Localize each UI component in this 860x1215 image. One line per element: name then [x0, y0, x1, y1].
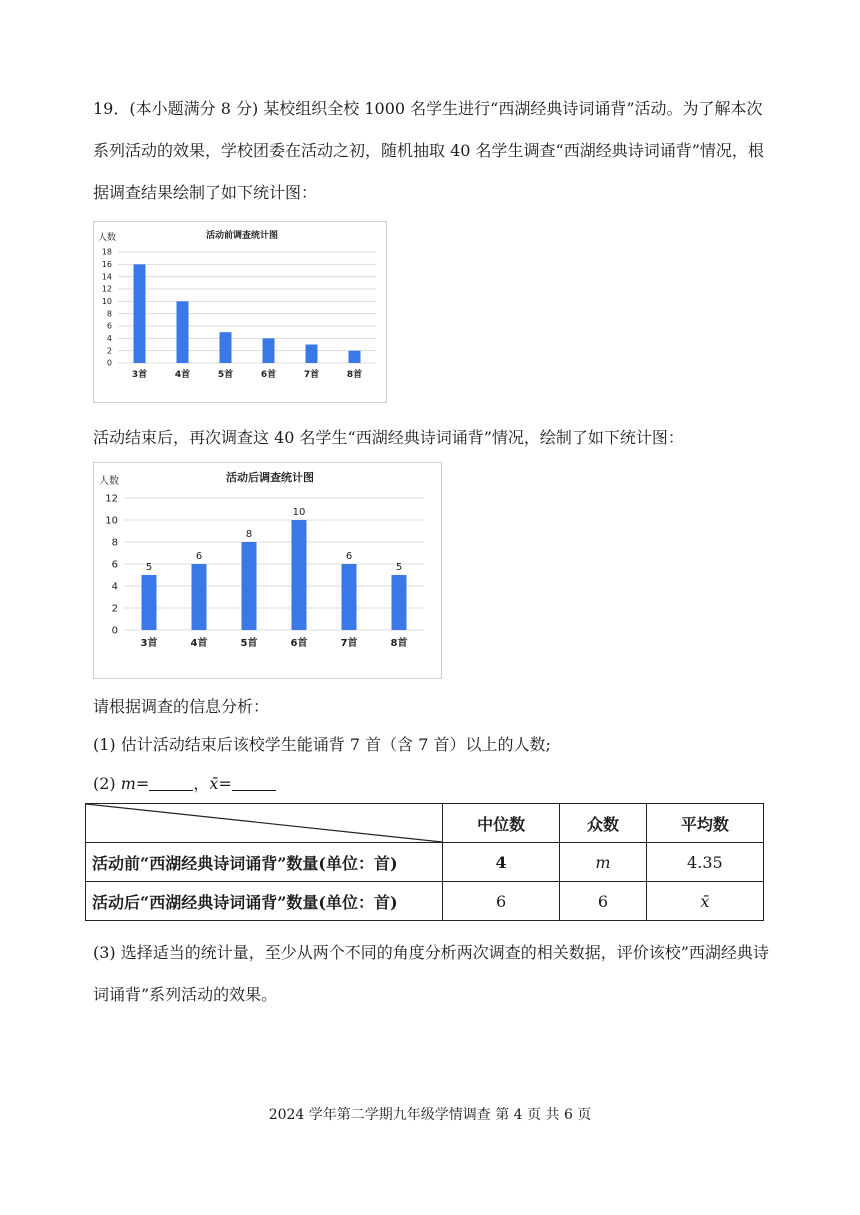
chart-after-box: [93, 462, 442, 679]
bar-7首: [306, 345, 318, 364]
y-tick-label: 2: [106, 346, 112, 356]
after-mean: x̄: [646, 882, 763, 921]
bar-5首: [242, 542, 257, 630]
table-header-row: [86, 804, 764, 843]
part-2: [93, 772, 276, 796]
y-tick-label: 6: [106, 321, 112, 331]
x-blank[interactable]: [232, 774, 276, 791]
bar-6首: [263, 338, 275, 363]
question-intro: 19．(本小题满分 8 分) 某校组织全校 1000 名学生进行“西湖经典诗词诵背”活动。为了解本次系列活动的效果，学校团委在活动之初，随机抽取 40 名学生调查“西湖经典诗词诵背”情况，根据调查结果绘制了如下统计图：: [93, 99, 764, 202]
x-tick-label: 4首: [190, 638, 208, 649]
data-label: 6: [345, 551, 353, 562]
after-text: 活动结束后，再次调查这 40 名学生“西湖经典诗词诵背”情况，绘制了如下统计图：: [93, 428, 684, 447]
y-tick-label: 14: [101, 272, 112, 282]
analysis-prompt: 请根据调查的信息分析：: [93, 697, 270, 716]
bar-6首: [292, 520, 307, 630]
x-tick-label: 6首: [290, 638, 308, 649]
page-footer: 2024 学年第二学期九年级学情调查 第 4 页 共 6 页: [268, 1107, 592, 1123]
data-label: 10: [292, 507, 306, 518]
after-mode: 6: [560, 882, 647, 921]
data-label: 8: [245, 529, 253, 540]
y-tick-label: 2: [111, 603, 118, 615]
y-tick-label: 8: [106, 309, 112, 319]
x-tick-label: 3首: [131, 370, 148, 380]
after-median: 6: [443, 882, 560, 921]
table-row-after: [86, 882, 764, 921]
part-2-prefix: (2): [93, 774, 121, 793]
bar-4首: [177, 301, 189, 363]
x-tick-label: 5首: [240, 638, 258, 649]
chart-after: [94, 463, 441, 678]
data-label: 5: [395, 562, 403, 573]
bar-3首: [142, 575, 157, 630]
bar-4首: [192, 564, 207, 630]
x-tick-label: 5首: [217, 370, 234, 380]
x-tick-label: 3首: [140, 638, 158, 649]
y-tick-label: 4: [106, 334, 112, 343]
part-2-sep: ，: [193, 774, 210, 793]
y-tick-label: 16: [101, 260, 112, 269]
bar-5首: [220, 332, 232, 363]
header-median: 中位数: [443, 804, 560, 843]
bar-8首: [349, 351, 361, 363]
row-before-label: 活动前“西湖经典诗词诵背”数量(单位：首): [86, 843, 443, 882]
x-tick-label: 6首: [260, 370, 277, 380]
header-mode: 众数: [560, 804, 647, 843]
row-after-label: 活动后“西湖经典诗词诵背”数量(单位：首): [86, 882, 443, 921]
before-mean: 4.35: [646, 843, 763, 882]
chart-title: 活动后调查统计图: [226, 471, 314, 484]
x-tick-label: 8首: [346, 370, 363, 380]
chart-before-box: [93, 221, 387, 403]
bar-3首: [134, 264, 146, 363]
y-tick-label: 4: [111, 581, 118, 593]
y-tick-label: 12: [105, 493, 118, 505]
y-tick-label: 0: [111, 625, 118, 637]
y-axis-label: 人数: [98, 233, 117, 243]
y-tick-label: 10: [105, 515, 118, 527]
y-axis-label: 人数: [99, 476, 119, 487]
x-tick-label: 8首: [390, 638, 408, 649]
y-tick-label: 12: [101, 284, 112, 294]
diagonal-cell: [86, 804, 443, 843]
data-label: 5: [145, 562, 153, 573]
y-tick-label: 0: [106, 358, 112, 368]
data-label: 6: [195, 551, 203, 562]
bar-7首: [342, 564, 357, 630]
y-tick-label: 18: [101, 247, 112, 257]
part-2-m-label: m=: [120, 774, 150, 793]
header-mean: 平均数: [646, 804, 763, 843]
before-mode: m: [560, 843, 647, 882]
before-median: 4: [443, 843, 560, 882]
x-tick-label: 4首: [174, 370, 191, 380]
y-tick-label: 10: [101, 297, 112, 306]
m-blank[interactable]: [149, 774, 193, 791]
part-3: (3) 选择适当的统计量，至少从两个不同的角度分析两次调查的相关数据，评价该校”西湖经典诗词诵背”系列活动的效果。: [93, 943, 769, 1004]
chart-title: 活动前调查统计图: [205, 231, 279, 241]
chart-before: [94, 222, 386, 402]
x-tick-label: 7首: [303, 370, 320, 380]
bar-8首: [392, 575, 407, 630]
y-tick-label: 8: [111, 537, 118, 549]
x-tick-label: 7首: [340, 638, 358, 649]
part-1: (1) 估计活动结束后该校学生能诵背 7 首（含 7 首）以上的人数;: [93, 735, 551, 754]
y-tick-label: 6: [111, 559, 118, 571]
stats-table: [85, 803, 764, 921]
table-row-before: [86, 843, 764, 882]
diagonal-line: [86, 804, 442, 842]
part-2-x-label: x̄=: [209, 774, 232, 793]
